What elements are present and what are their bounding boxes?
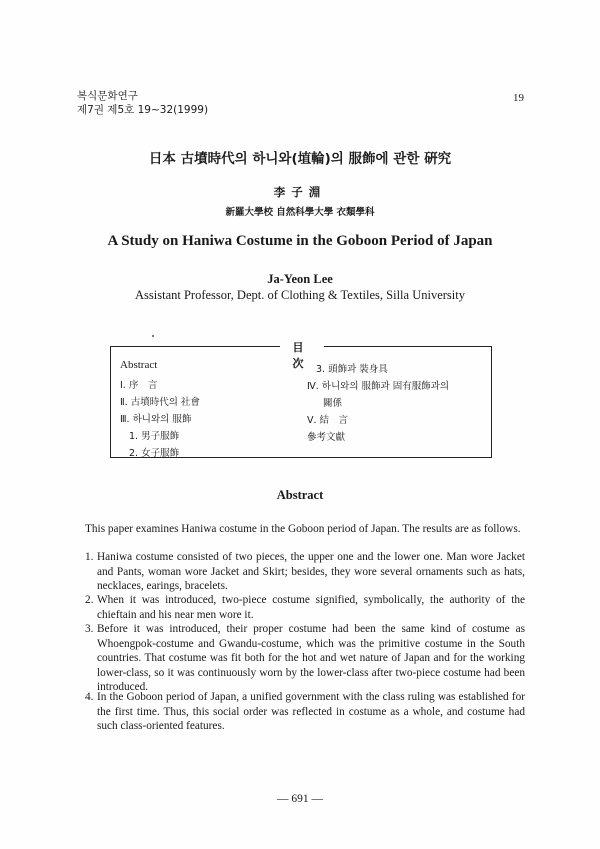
page-number: 19 [513,92,524,104]
toc-item-abstract: Abstract [120,359,158,371]
abstract-item-2 [85,593,525,622]
abstract-item-number: 4. [85,691,94,703]
abstract-intro: This paper examines Haniwa costume in the Goboon period of Japan. The results are as follows. [85,523,521,535]
english-affiliation: Assistant Professor, Dept. of Clothing & Textiles, Silla University [135,288,465,302]
english-author: Ja-Yeon Lee [267,272,333,286]
toc-item-introduction: Ⅰ. 序 言 [120,380,158,391]
abstract-item-text: In the Goboon period of Japan, a unified government with the class ruling was established for the first time. Thus, this social order was reflected in costume as a whole, and costume had such class-oriented features. [97,691,525,732]
toc-heading: 目 次 [280,339,324,371]
abstract-item-number: 2. [85,594,94,606]
toc-item-comparison-cont: 關係 [323,398,343,409]
speck-mark [152,335,154,337]
toc-item-society: Ⅱ. 古墳時代의 社會 [120,397,200,408]
toc-item-conclusion: Ⅴ. 結 言 [307,415,349,426]
abstract-item-3 [85,622,525,695]
toc-item-references: 參考文獻 [307,432,346,443]
toc-item-haniwa-costume: Ⅲ. 하니와의 服飾 [120,414,192,425]
abstract-item-text: Haniwa costume consisted of two pieces, the upper one and the lower one. Man wore Jacket and Pants, woman wore Jacket and Skirt; besides, they wore several ornaments such as hats, necklaces, earings, bracelets. [97,551,525,592]
journal-name: 복식문화연구 [77,90,138,102]
abstract-heading: Abstract [276,488,324,502]
toc-item-headwear: 3. 頭飾과 裝身具 [316,364,388,375]
abstract-item-text: Before it was introduced, their proper costume had been the same kind of costume as Whoengpok-costume and Gwandu-costume, which was the primitive costume in the South countries. That costume was fit both for the hot and wet nature of Japan and for the working lower-class, so it was continuously worn by the lower-class after two-piece costume had been introduced. [97,623,525,693]
korean-affiliation: 新羅大學校 自然科學大學 衣類學科 [225,207,375,218]
abstract-item-4 [85,690,525,734]
toc-item-male-costume: 1. 男子服飾 [129,431,180,442]
english-title: A Study on Haniwa Costume in the Goboon Period of Japan [107,233,493,249]
abstract-item-text: When it was introduced, two-piece costume signified, symbolically, the authority of the chieftain and his near men wore it. [97,594,525,621]
toc-item-female-costume: 2. 女子服飾 [129,448,180,459]
abstract-item-number: 3. [85,623,94,635]
abstract-item-number: 1. [85,551,94,563]
korean-title: 日本 古墳時代의 하니와(埴輪)의 服飾에 관한 硏究 [148,151,452,167]
footer-page-number: ― 691 ― [277,793,323,805]
abstract-item-1 [85,550,525,594]
journal-header [77,89,208,117]
toc-item-comparison: Ⅳ. 하니와의 服飾과 固有服飾과의 [307,381,450,392]
korean-author: 李子淵 [273,185,327,199]
journal-volume: 제7권 제5호 19~32(1999) [77,104,209,116]
